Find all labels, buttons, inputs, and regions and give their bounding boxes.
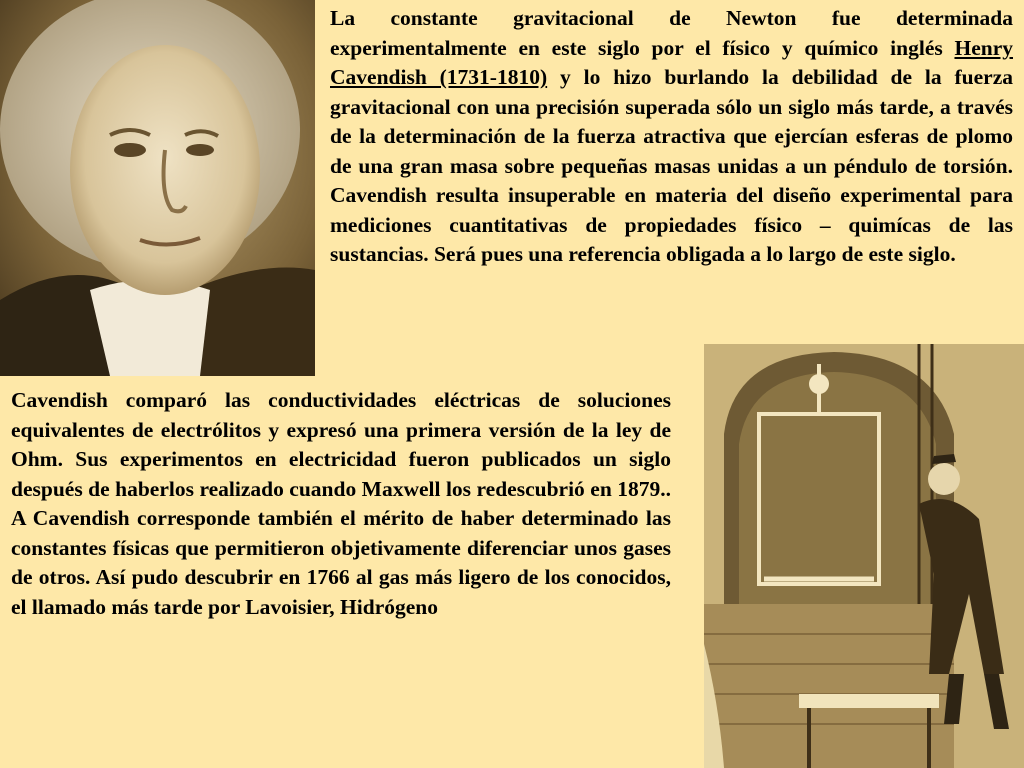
portrait-image [0, 0, 315, 376]
experiment-engraving-image [704, 344, 1024, 768]
paragraph-gravitational-constant [330, 4, 1013, 270]
cavendish-link[interactable]: Henry Cavendish (1731-1810) [330, 35, 1013, 89]
paragraph-1-text-start: La constante gravitacional de Newton fue determinada experimentalmente en este siglo por el físico y químico inglés [330, 6, 1013, 60]
paragraph-conductivity: Cavendish comparó las conductividades eléctricas de soluciones equivalentes de electrólitos y expresó una primera versión de la ley de Ohm. Sus experimentos en electricidad fueron publicados un siglo después de haberlos realizado cuando Maxwell los redescubrió en 1879.. A Cavendish corresponde también el mérito de haber determinado las constantes físicas que permitieron objetivamente diferenciar unos gases de otros. Así pudo descubrir en 1766 al gas más ligero de los conocidos, el llamado más tarde por Lavoisier, Hidrógeno [11, 388, 671, 619]
paragraph-1-text-end: y lo hizo burlando la debilidad de la fuerza gravitacional con una precisión superada sólo un siglo más tarde, a través de la determinación de la fuerza atractiva que ejercían esferas de plomo de una gran masa sobre pequeñas masas unidas a un péndulo de torsión. Cavendish resulta insuperable en materia del diseño experimental para mediciones cuantitativas de propiedades físico – quimícas de las sustancias. Será pues una referencia obligada a lo largo de este siglo. [330, 65, 1013, 266]
